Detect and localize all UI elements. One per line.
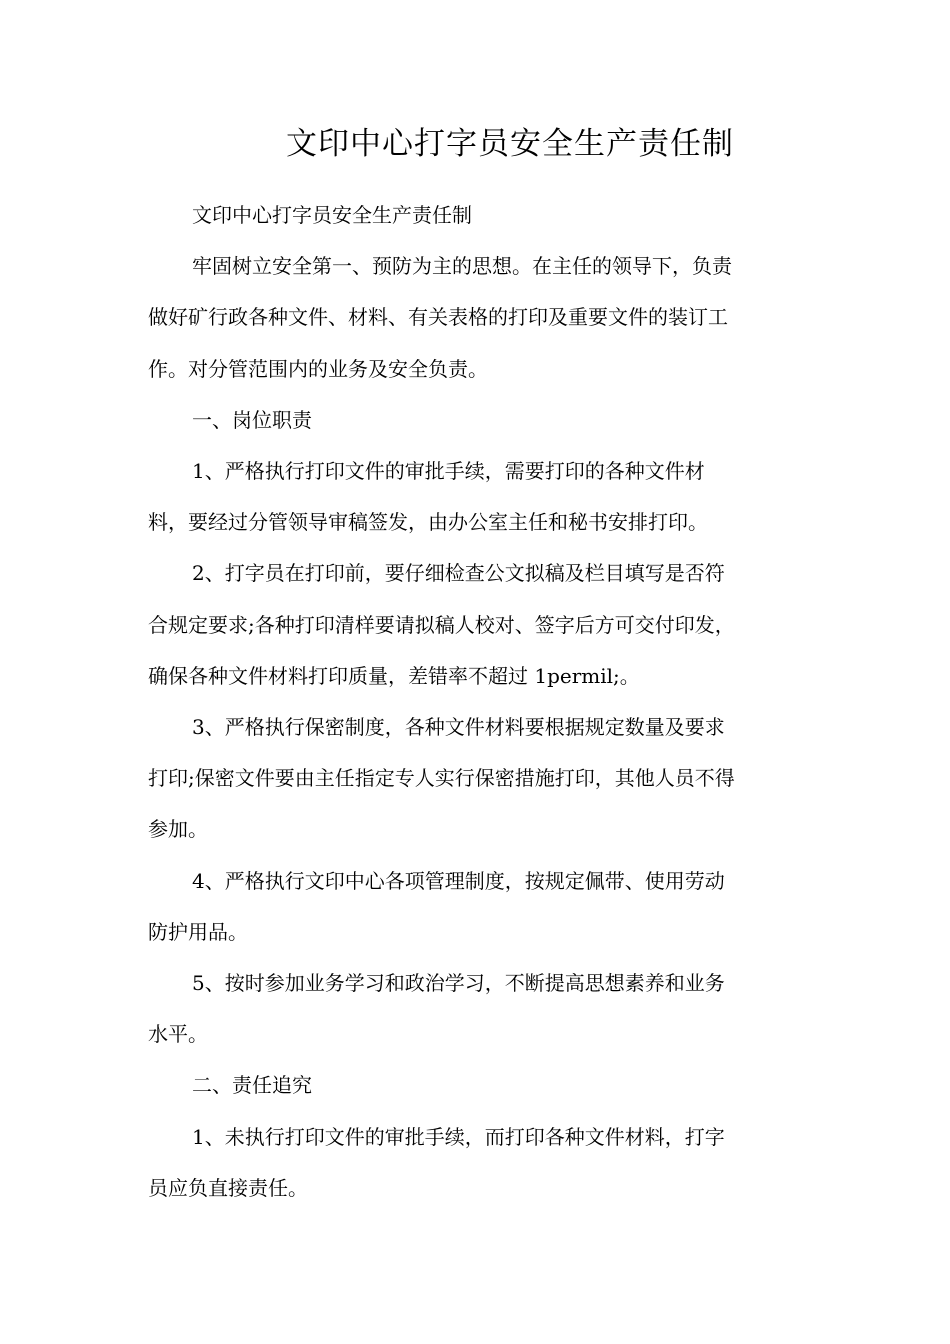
text-line: 参加。 bbox=[148, 817, 208, 842]
paragraph-intro bbox=[148, 241, 808, 395]
paragraph-subtitle bbox=[148, 190, 808, 241]
text-line: 一、岗位职责 bbox=[192, 407, 312, 432]
text-line: 1、未执行打印文件的审批手续，而打印各种文件材料，打字 bbox=[192, 1124, 725, 1149]
text-line: 4、严格执行文印中心各项管理制度，按规定佩带、使用劳动 bbox=[192, 868, 725, 893]
paragraph-duty-3 bbox=[148, 702, 808, 856]
paragraph-duty-2 bbox=[148, 548, 808, 702]
text-line: 3、严格执行保密制度，各种文件材料要根据规定数量及要求 bbox=[192, 715, 725, 740]
text-line: 防护用品。 bbox=[148, 919, 248, 944]
text-line: 料，要经过分管领导审稿签发，由办公室主任和秘书安排打印。 bbox=[148, 510, 708, 535]
document-title: 文印中心打字员安全生产责任制 bbox=[286, 126, 734, 162]
text-line: 2、打字员在打印前，要仔细检查公文拟稿及栏目填写是否符 bbox=[192, 561, 725, 586]
text-line: 二、责任追究 bbox=[192, 1073, 312, 1098]
paragraph-duty-1 bbox=[148, 446, 808, 548]
section-heading-accountability bbox=[148, 1060, 808, 1111]
text-line: 做好矿行政各种文件、材料、有关表格的打印及重要文件的装订工 bbox=[148, 305, 728, 330]
text-line: 打印;保密文件要由主任指定专人实行保密措施打印，其他人员不得 bbox=[148, 766, 735, 791]
text-line: 1、严格执行打印文件的审批手续，需要打印的各种文件材 bbox=[192, 459, 705, 484]
paragraph-duty-4 bbox=[148, 856, 808, 958]
section-heading-duties bbox=[148, 395, 808, 446]
text-line: 水平。 bbox=[148, 1022, 208, 1047]
document-body bbox=[148, 190, 808, 1214]
text-line: 牢固树立安全第一、预防为主的思想。在主任的领导下，负责 bbox=[192, 254, 732, 279]
text-line: 文印中心打字员安全生产责任制 bbox=[192, 203, 472, 227]
text-line: 作。对分管范围内的业务及安全负责。 bbox=[148, 356, 488, 381]
text-line: 5、按时参加业务学习和政治学习，不断提高思想素养和业务 bbox=[192, 971, 725, 996]
paragraph-duty-5 bbox=[148, 958, 808, 1060]
paragraph-accountability-1 bbox=[148, 1112, 808, 1214]
text-line: 员应负直接责任。 bbox=[148, 1175, 308, 1200]
text-line: 合规定要求;各种打印清样要请拟稿人校对、签字后方可交付印发， bbox=[148, 612, 735, 637]
text-line: 确保各种文件材料打印质量，差错率不超过 1permil;。 bbox=[148, 663, 640, 688]
